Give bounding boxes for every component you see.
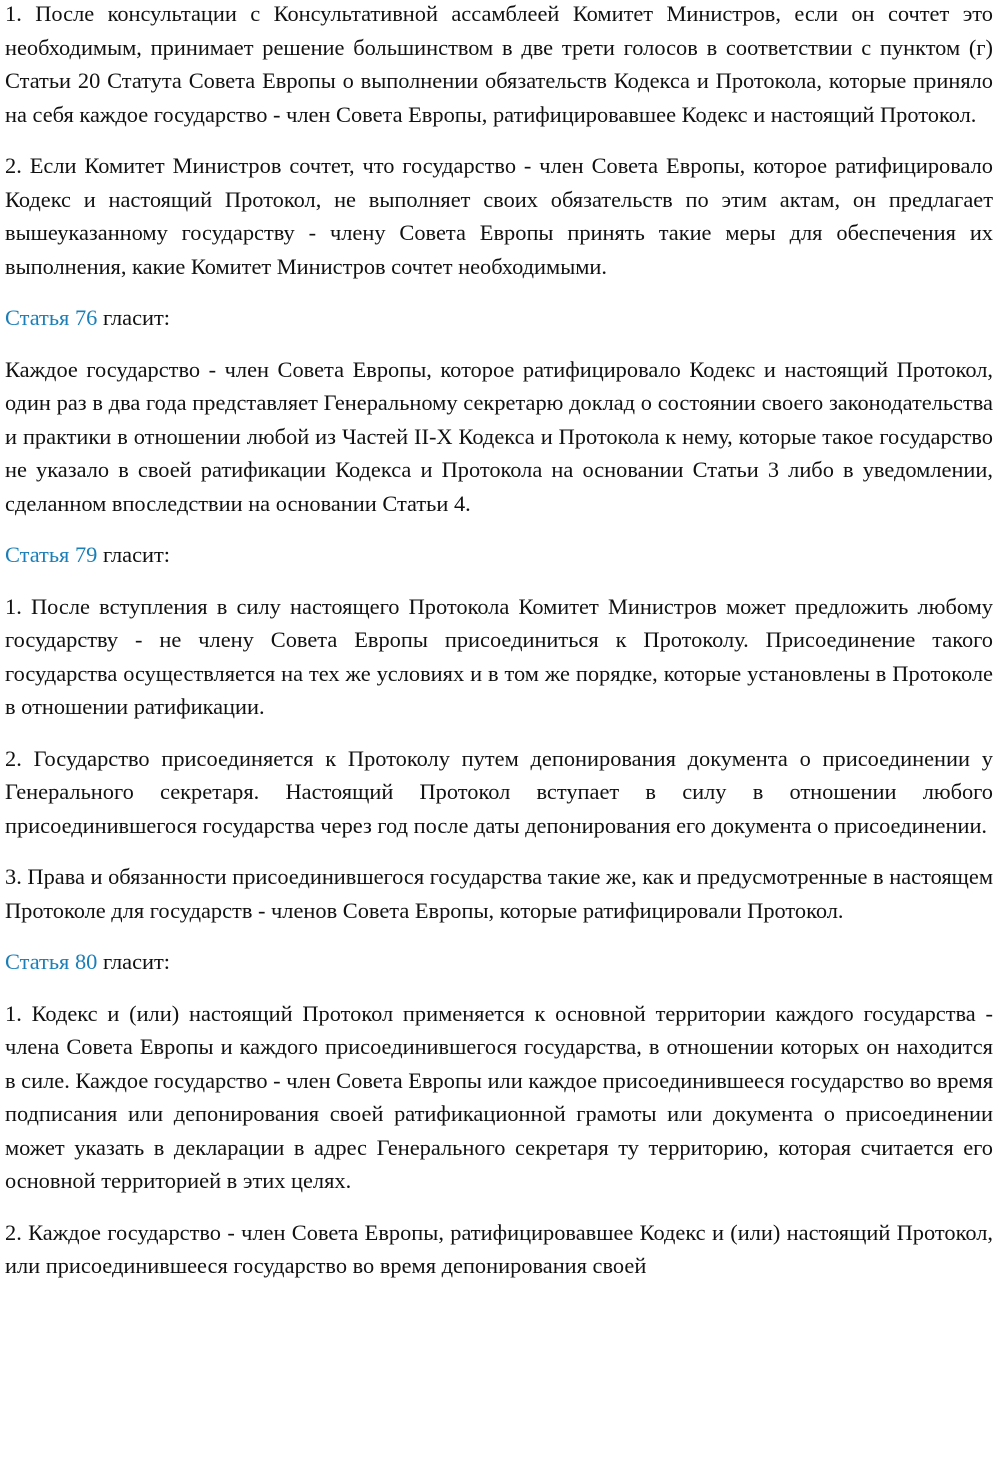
paragraph-article-80-item-1: 1. Кодекс и (или) настоящий Протокол применяется к основной территории каждого государства - члена Совета Европы и каждого присоединившегося государства, в отношении которых он находится в силе. Каждое государство - член Совета Европы или каждое присоединившееся государство во время подписания или депонирования своей ратификационной грамоты или документа о присоединении может указать в декларации в адрес Генерального секретаря ту территорию, которая считается его основной территорией в этих целях. — [5, 1000, 993, 1193]
paragraph-article-79-item-2: 2. Государство присоединяется к Протоколу путем депонирования документа о присоединении у Генерального секретаря. Настоящий Протокол вступает в силу в отношении любого присоединившегося государства через год после даты депонирования его документа о присоединении. — [5, 745, 993, 838]
article-79-heading — [5, 538, 993, 572]
paragraph-article-76-text: Каждое государство - член Совета Европы, которое ратифицировало Кодекс и настоящий Протокол, один раз в два года представляет Генеральному секретарю доклад о состоянии своего законодательства и практики в отношении любой из Частей II-X Кодекса и Протокола к нему, которые такое государство не указало в своей ратификации Кодекса и Протокола на основании Статьи 3 либо в уведомлении, сделанном впоследствии на основании Статьи 4. — [5, 356, 993, 516]
article-80-link[interactable]: Статья 80 — [5, 949, 98, 974]
article-80-heading — [5, 945, 993, 979]
article-heading-suffix: гласит: — [97, 949, 171, 974]
paragraph-article-80-item-2: 2. Каждое государство - член Совета Европы, ратифицировавшее Кодекс и (или) настоящий Протокол, или присоединившееся государство во время депонирования своей — [5, 1219, 993, 1278]
paragraph-article-79-item-1: 1. После вступления в силу настоящего Протокола Комитет Министров может предложить любому государству - не члену Совета Европы присоединиться к Протоколу. Присоединение такого государства осуществляется на тех же условиях и в том же порядке, которые установлены в Протоколе в отношении ратификации. — [5, 593, 993, 719]
article-heading-suffix: гласит: — [97, 542, 171, 567]
article-76-heading — [5, 301, 993, 335]
paragraph-article-item-1: 1. После консультации с Консультативной ассамблеей Комитет Министров, если он сочтет это необходимым, принимает решение большинством в две трети голосов в соответствии с пунктом (г) Статьи 20 Статута Совета Европы о выполнении обязательств Кодекса и Протокола, которые приняло на себя каждое государство - член Совета Европы, ратифицировавшее Кодекс и настоящий Протокол. — [5, 1, 993, 127]
article-79-link[interactable]: Статья 79 — [5, 542, 98, 567]
paragraph-article-79-item-3: 3. Права и обязанности присоединившегося государства такие же, как и предусмотренные в настоящем Протоколе для государств - членов Совета Европы, которые ратифицировали Протокол. — [5, 864, 993, 923]
article-heading-suffix: гласит: — [97, 305, 171, 330]
paragraph-article-item-2: 2. Если Комитет Министров сочтет, что государство - член Совета Европы, которое ратифицировало Кодекс и настоящий Протокол, не выполняет своих обязательств по этим актам, он предлагает вышеуказанному государству - члену Совета Европы принять такие меры для обеспечения их выполнения, какие Комитет Министров сочтет необходимыми. — [5, 153, 993, 279]
document-page — [5, 0, 993, 1301]
article-76-link[interactable]: Статья 76 — [5, 305, 98, 330]
